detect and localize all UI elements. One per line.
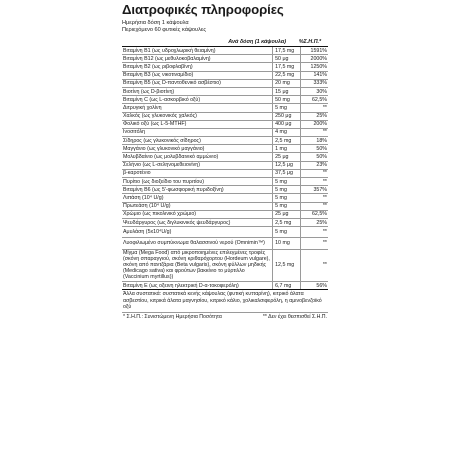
table-row (122, 210, 328, 218)
nutrient-name: β-καροτένιο (122, 169, 273, 177)
nutrient-name: Βιταμίνη Β3 (ως νικοτιναμίδιο) (122, 71, 273, 79)
nutrient-name: Βιταμίνη Β2 (ως ριβοφλαβίνη) (122, 63, 273, 71)
nutrient-amount: 20 mg (273, 79, 301, 87)
amount-column-header: Ανά δόση (1 κάψουλα) (228, 39, 286, 45)
contents-text: Περιεχόμενο 60 φυτικές κάψουλες (122, 27, 207, 33)
table-row (122, 249, 328, 282)
nutrition-table (122, 47, 328, 290)
nutrient-percent: 200% (301, 120, 328, 128)
nutrient-percent: 141% (301, 71, 328, 79)
nutrient-name: Βιταμίνη C (ως L-ασκορβικό οξύ) (122, 96, 273, 104)
nutrient-name: Πρωτεάση (10⁴ U/g) (122, 202, 273, 210)
legend (122, 313, 328, 322)
nutrient-name: Φολικό οξύ (ως L-5-MTHF) (122, 120, 273, 128)
nutrient-percent: 50% (301, 145, 328, 153)
nutrient-amount: 400 μg (273, 120, 301, 128)
table-row (122, 169, 328, 177)
nutrient-name: Βιταμίνη Β5 (ως D-παντοθενικό ασβέστιο) (122, 79, 273, 87)
nutrient-amount: 6,7 mg (273, 282, 301, 290)
table-row (122, 137, 328, 145)
nutrient-amount: 17,5 mg (273, 47, 301, 55)
nutrient-amount: 25 μg (273, 210, 301, 218)
nutrient-amount: 5 mg (273, 194, 301, 202)
nutrient-amount: 25 μg (273, 153, 301, 161)
nutrient-percent: 1591% (301, 47, 328, 55)
table-row (122, 79, 328, 87)
table-row (122, 282, 328, 290)
nutrient-amount: 1 mg (273, 145, 301, 153)
nutrient-percent: 333% (301, 79, 328, 87)
nutrient-percent: ** (301, 249, 328, 282)
nutrient-percent: 56% (301, 282, 328, 290)
nutrient-percent: 30% (301, 87, 328, 95)
nutrient-amount: 50 μg (273, 55, 301, 63)
nutrient-percent: ** (301, 227, 328, 238)
table-row (122, 218, 328, 226)
nutrient-amount: 12,5 mg (273, 249, 301, 282)
nutrient-name: Σελήνιο (ως L-σεληνομεθειονίνη) (122, 161, 273, 169)
nutrient-name: Μίγμα (Mega Food) από μικροποιημένες επιλεγμένες τροφές (σκόνη σπαραγγιού, σκόνη κριθαρόχορτου (Hordeum vulgare), σκόνη από παντζάρια (Beta vulgaris), σκόνη φύλλων μηδικής (Medicago sativa) και φρούτων βακκίνιο το μύρτιλλο (Vaccinium myrtillus)) (122, 249, 273, 282)
nutrient-amount: 12,5 μg (273, 161, 301, 169)
nutrient-name: Βιοτίνη (ως D-βιοτίνη) (122, 87, 273, 95)
table-row (122, 63, 328, 71)
nutrient-amount: 17,5 mg (273, 63, 301, 71)
table-row (122, 202, 328, 210)
daily-dose-text: Ημερήσια δόση 1 κάψουλα (122, 20, 189, 26)
table-row (122, 112, 328, 120)
nutrient-percent: 62,5% (301, 96, 328, 104)
nutrient-name: Αμυλάση (5x10⁴U/g) (122, 227, 273, 238)
nutrient-name: Πυρίτιο (ως διοξείδιο του πυριτίου) (122, 178, 273, 186)
nutrient-name: Διτρυγική χολίνη (122, 104, 273, 112)
nutrient-name: Βιταμίνη Ε (ως οξεινη ηλεκτρική D-α-τοκοφερόλη) (122, 282, 273, 290)
nutrient-percent: 25% (301, 112, 328, 120)
nutrient-amount: 2,5 mg (273, 218, 301, 226)
nutrient-name: Λιπάση (10⁴ U/g) (122, 194, 273, 202)
nutrient-percent: ** (301, 238, 328, 249)
table-row (122, 227, 328, 238)
nutrient-percent: 357% (301, 186, 328, 194)
table-row (122, 128, 328, 136)
nutrition-panel (122, 2, 328, 446)
legend-rda: * Σ.Η.Π.: Συνιστώμενη Ημερήσια Ποσότητα (123, 314, 222, 321)
table-row (122, 238, 328, 249)
nutrient-amount: 5 mg (273, 104, 301, 112)
table-row (122, 71, 328, 79)
nutrient-name: Μαγγάνιο (ως γλυκονικό μαγγάνιο) (122, 145, 273, 153)
nutrient-amount: 15 μg (273, 87, 301, 95)
nutrient-name: Βιταμίνη Β6 (ως 5'-φωσφορική πυριδοξίνη) (122, 186, 273, 194)
nutrient-percent: ** (301, 169, 328, 177)
nutrient-amount: 5 mg (273, 202, 301, 210)
nutrient-amount: 2,5 mg (273, 137, 301, 145)
table-row (122, 161, 328, 169)
table-row (122, 55, 328, 63)
table-row (122, 47, 328, 55)
table-row (122, 96, 328, 104)
nutrient-name: Βιταμίνη Β1 (ως υδροχλωρική θειαμίνη) (122, 47, 273, 55)
percent-column-header: %Σ.Η.Π.* (298, 39, 322, 45)
nutrient-amount: 5 mg (273, 227, 301, 238)
nutrient-name: Σίδηρος (ως γλυκονικός σίδηρος) (122, 137, 273, 145)
nutrient-percent: 23% (301, 161, 328, 169)
table-row (122, 120, 328, 128)
other-ingredients: Άλλα συστατικά: συστατικά κενής κάψουλας (φυτική κυτταρίνη), κιτρικό άλατα ασβεστίου, κιτρικά άλατα μαγνησίου, κιτρικό κάλιο, χολικαλσιφερόλη, η αμινοβενζοϊκό οξύ (122, 290, 328, 313)
nutrient-amount: 4 mg (273, 128, 301, 136)
nutrient-percent: ** (301, 128, 328, 136)
nutrient-amount: 22,5 mg (273, 71, 301, 79)
nutrient-percent: 2000% (301, 55, 328, 63)
table-row (122, 153, 328, 161)
nutrient-percent: ** (301, 202, 328, 210)
nutrient-name: Ινοσιτόλη (122, 128, 273, 136)
nutrient-percent: 1250% (301, 63, 328, 71)
table-row (122, 104, 328, 112)
nutrient-name: Λυοφιλιωμένο συμπύκνωμα θαλασσινού νερού (Omnimin™) (122, 238, 273, 249)
nutrient-percent: 18% (301, 137, 328, 145)
nutrient-percent: ** (301, 194, 328, 202)
table-row (122, 194, 328, 202)
nutrient-amount: 37,5 μg (273, 169, 301, 177)
nutrient-amount: 10 mg (273, 238, 301, 249)
table-row (122, 145, 328, 153)
panel-title: Διατροφικές πληροφορίες (122, 2, 284, 17)
legend-not-established: ** Δεν έχει θεσπισθεί Σ.Η.Π. (262, 314, 327, 321)
nutrient-percent: ** (301, 104, 328, 112)
table-row (122, 178, 328, 186)
table-header (122, 39, 328, 47)
nutrient-amount: 50 mg (273, 96, 301, 104)
nutrient-percent: ** (301, 178, 328, 186)
nutrient-name: Ψευδάργυρος (ως διγλυκινικός ψευδάργυρος) (122, 218, 273, 226)
table-row (122, 186, 328, 194)
nutrient-name: Χαλκός (ως γλυκονικός χαλκός) (122, 112, 273, 120)
nutrient-amount: 250 μg (273, 112, 301, 120)
nutrient-percent: 62,5% (301, 210, 328, 218)
table-row (122, 87, 328, 95)
nutrient-amount: 5 mg (273, 178, 301, 186)
nutrient-name: Βιταμίνη Β12 (ως μεθυλοκοβαλαμίνη) (122, 55, 273, 63)
nutrient-name: Χρώμιο (ως πικολινικό χρώμιο) (122, 210, 273, 218)
nutrient-percent: 25% (301, 218, 328, 226)
nutrient-name: Μολυβδαίνιο (ως μολυβδαινικό αμμώνιο) (122, 153, 273, 161)
nutrient-amount: 5 mg (273, 186, 301, 194)
nutrient-percent: 50% (301, 153, 328, 161)
